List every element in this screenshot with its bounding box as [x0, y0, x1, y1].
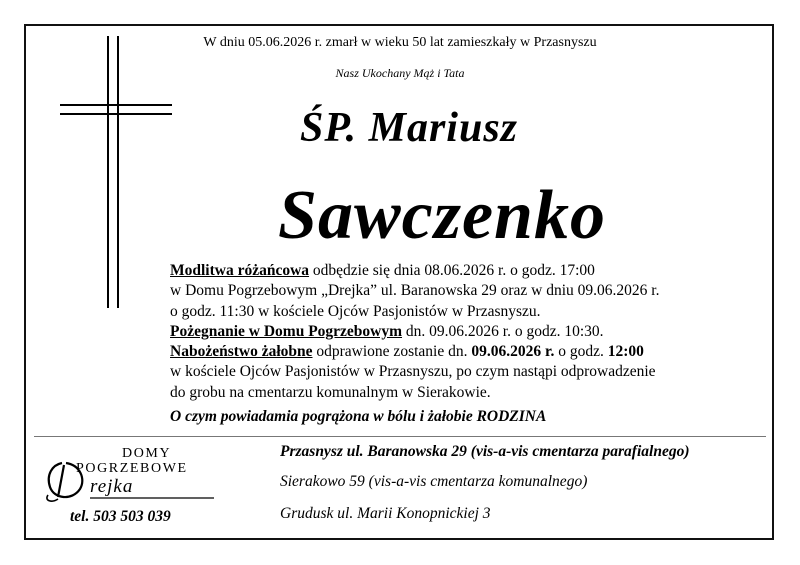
- burial-line: do grobu na cmentarzu komunalnym w Sierakowie.: [170, 383, 491, 401]
- rosary-line: Modlitwa różańcowa odbędzie się dnia 08.06.2026 r. o godz. 17:00: [170, 262, 595, 279]
- logo-text-drejka: rejka: [90, 476, 134, 497]
- address-przasnysz: Przasnysz ul. Baranowska 29 (vis-a-vis cmentarza parafialnego): [280, 443, 690, 460]
- address-sierakowo: Sierakowo 59 (vis-a-vis cmentarza komunalnego): [280, 473, 588, 490]
- funeral-home-line: w Domu Pogrzebowym „Drejka” ul. Baranowska 29 oraz w dniu 09.06.2026 r.: [170, 282, 660, 300]
- deceased-surname: Sawczenko: [278, 177, 606, 254]
- death-announcement-intro: W dniu 05.06.2026 r. zmarł w wieku 50 lat zamieszkały w Przasnyszu: [203, 35, 597, 50]
- family-notice: O czym powiadamia pogrążona w bólu i żałobie RODZINA: [170, 408, 547, 425]
- footer-divider: [34, 436, 766, 437]
- logo-text-pogrzebowe: POGRZEBOWE: [76, 461, 188, 476]
- phone-number: tel. 503 503 039: [70, 508, 171, 525]
- farewell-line: Pożegnanie w Domu Pogrzebowym dn. 09.06.2026 r. o godz. 10:30.: [170, 322, 604, 340]
- address-grudusk: Grudusk ul. Marii Konopnickiej 3: [280, 505, 491, 522]
- ceremony-details: [170, 261, 659, 403]
- logo-text-domy: DOMY: [122, 446, 172, 461]
- procession-line: w kościele Ojców Pasjonistów w Przasnyszu, po czym nastąpi odprowadzenie: [170, 363, 656, 381]
- deceased-first-name: ŚP. Mariusz: [300, 105, 519, 151]
- church-line: o godz. 11:30 w kościele Ojców Pasjonistów w Przasnyszu.: [170, 302, 541, 320]
- family-relation: Nasz Ukochany Mąż i Tata: [335, 66, 465, 80]
- funeral-mass-line: Nabożeństwo żałobne odprawione zostanie dn. 09.06.2026 r. o godz. 12:00: [170, 343, 644, 361]
